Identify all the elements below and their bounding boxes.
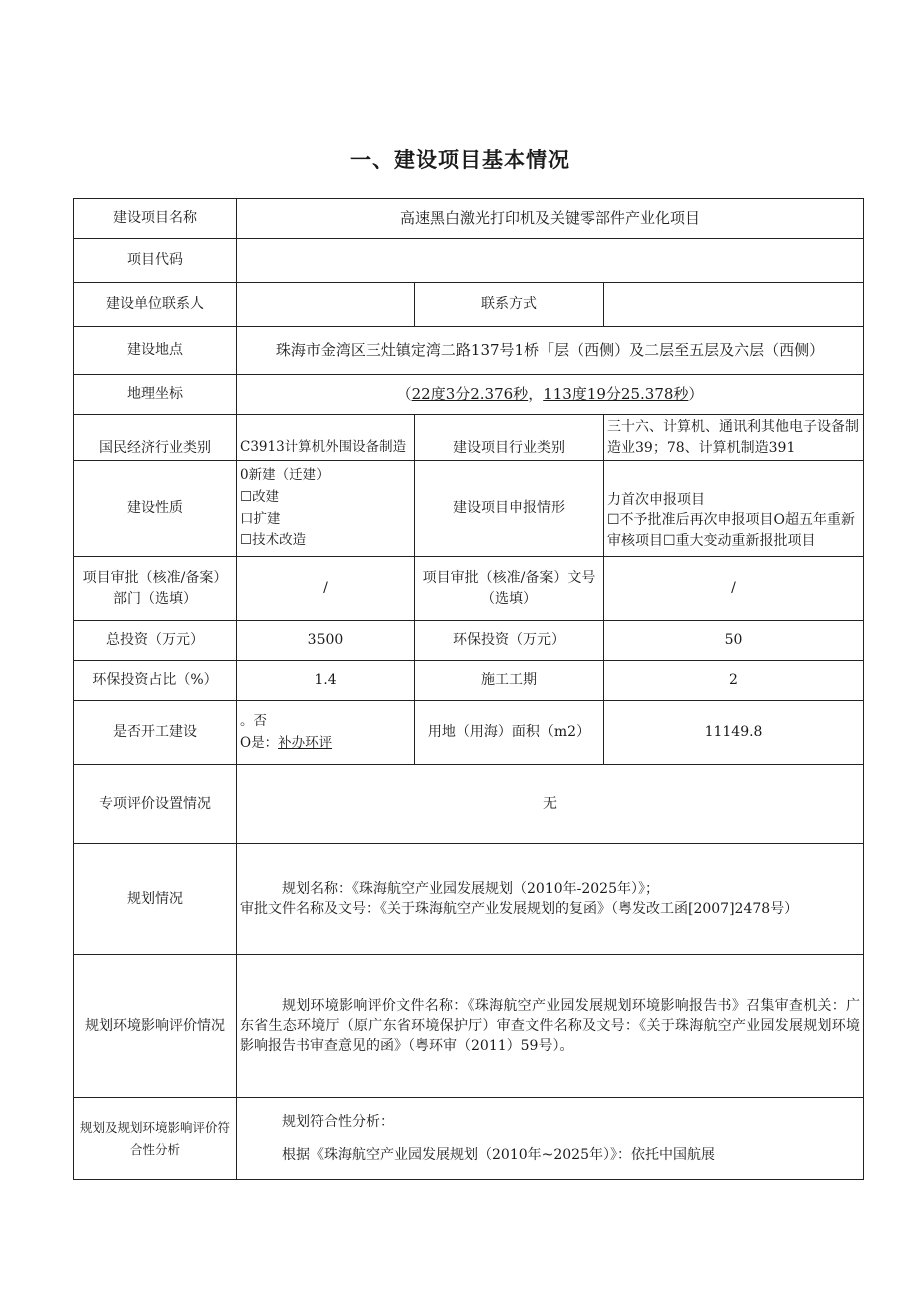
approval-doc-label: 项目审批（核准/备案）文号（选填）: [415, 557, 604, 621]
table-row: [74, 199, 864, 239]
project-industry-label: 建设项目行业类别: [415, 415, 604, 461]
env-ratio-label: 环保投资占比（%）: [74, 661, 237, 701]
table-row: [74, 701, 864, 765]
industry-category-label: 国民经济行业类别: [74, 415, 237, 461]
started-options: [237, 701, 415, 765]
approval-dept-value: /: [237, 557, 415, 621]
page-title: 一、建设项目基本情况: [350, 148, 570, 172]
nature-option-expand: 口扩建: [240, 510, 281, 527]
env-ratio-value: 1.4: [237, 661, 415, 701]
compliance-text: 根据《珠海航空产业园发展规划（2010年~2025年）》：依托中国航展: [282, 1146, 715, 1163]
project-code-value: [237, 239, 864, 283]
planning-name: 规划名称：《珠海航空产业园发展规划（2010年-2025年）》；: [282, 880, 659, 897]
planning-content: [237, 844, 864, 955]
location-value: 珠海市金湾区三灶镇定湾二路137号1桥「层（西侧）及二层至五层及六层（西侧）: [237, 327, 864, 375]
industry-category-value: C3913计算机外围设备制造: [237, 415, 415, 461]
special-eval-value: 无: [237, 765, 864, 844]
planning-approval: 审批文件名称及文号：《关于珠海航空产业发展规划的复函》（粤发改工函[2007]2478号）: [240, 901, 799, 917]
table-row: [74, 415, 864, 461]
started-option-no: 。否: [240, 712, 267, 729]
coordinates-value: [237, 375, 864, 415]
total-investment-label: 总投资（万元）: [74, 621, 237, 661]
declare-label: 建设项目申报情形: [415, 461, 604, 557]
coordinates-sep: ，: [528, 384, 544, 403]
table-row: [74, 661, 864, 701]
nature-label: 建设性质: [74, 461, 237, 557]
total-investment-value: 3500: [237, 621, 415, 661]
land-area-label: 用地（用海）面积（m2）: [415, 701, 604, 765]
table-row: [74, 765, 864, 844]
compliance-heading: 规划符合性分析：: [282, 1113, 394, 1130]
location-label: 建设地点: [74, 327, 237, 375]
env-investment-label: 环保投资（万元）: [415, 621, 604, 661]
table-row: [74, 844, 864, 955]
planning-eia-label: 规划环境影响评价情况: [74, 955, 237, 1098]
construction-period-label: 施工工期: [415, 661, 604, 701]
started-yes-note: 补办环评: [278, 734, 333, 751]
nature-option-rebuild: ☐改建: [240, 488, 280, 505]
table-row: [74, 1098, 864, 1180]
construction-period-value: 2: [604, 661, 864, 701]
table-row: [74, 461, 864, 557]
planning-eia-content: 规划环境影响评价文件名称：《珠海航空产业园发展规划环境影响报告书》召集审查机关：广东省生态环境厅（原广东省环境保护厅）审查文件名称及文号：《关于珠海航空产业园发展规划环境影响报告书审查意见的函》（粤环审（2011）59号）。: [237, 955, 864, 1098]
contact-person-label: 建设单位联系人: [74, 283, 237, 327]
started-yes-label: O是：: [240, 734, 279, 751]
coordinates-close: ）: [688, 384, 704, 403]
project-name-value: 高速黑白激光打印机及关键零部件产业化项目: [237, 199, 864, 239]
project-name-label: 建设项目名称: [74, 199, 237, 239]
longitude: 113度19分25.378秒: [543, 384, 689, 403]
contact-method-value: [604, 283, 864, 327]
table-row: [74, 327, 864, 375]
special-eval-label: 专项评价设置情况: [74, 765, 237, 844]
planning-label: 规划情况: [74, 844, 237, 955]
coordinates-open: （: [396, 384, 412, 403]
approval-doc-value: /: [604, 557, 864, 621]
env-investment-value: 50: [604, 621, 864, 661]
contact-person-value: [237, 283, 415, 327]
compliance-label: 规划及规划环境影响评价符合性分析: [74, 1098, 237, 1180]
table-row: [74, 239, 864, 283]
declare-others: ☐不予批准后再次申报项目O超五年重新审核项目☐重大变动重新报批项目: [607, 512, 856, 549]
compliance-content: [237, 1098, 864, 1180]
nature-option-new: 0新建（迁建）: [240, 467, 330, 484]
nature-option-tech: ☐技术改造: [240, 532, 307, 549]
project-industry-value: 三十六、计算机、通讯利其他电子设备制造业39；78、计算机制造391: [604, 415, 864, 461]
started-label: 是否开工建设: [74, 701, 237, 765]
table-row: [74, 283, 864, 327]
project-code-label: 项目代码: [74, 239, 237, 283]
table-row: [74, 955, 864, 1098]
approval-dept-label: 项目审批（核准/备案）部门（选填）: [74, 557, 237, 621]
contact-method-label: 联系方式: [415, 283, 604, 327]
declare-options: [604, 461, 864, 557]
land-area-value: 11149.8: [604, 701, 864, 765]
table-row: [74, 557, 864, 621]
latitude: 22度3分2.376秒: [411, 384, 529, 403]
nature-options: [237, 461, 415, 557]
coordinates-label: 地理坐标: [74, 375, 237, 415]
table-row: [74, 621, 864, 661]
table-row: [74, 375, 864, 415]
started-option-yes: [240, 733, 411, 755]
project-info-table: [73, 198, 864, 1180]
declare-first: 力首次申报项目: [607, 492, 705, 509]
